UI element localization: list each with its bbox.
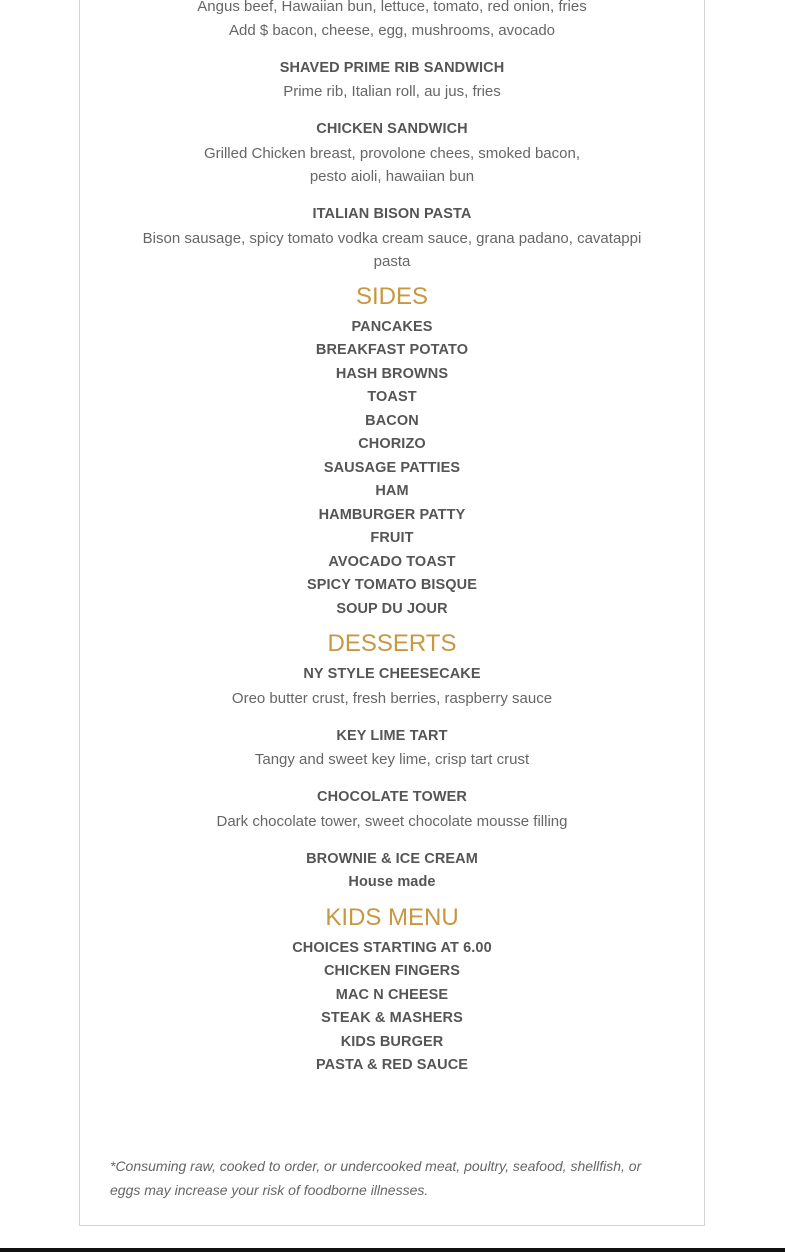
item-name: NY STYLE CHEESECAKE xyxy=(303,666,481,682)
item-description: House made xyxy=(348,874,436,890)
list-item: BREAKFAST POTATO xyxy=(315,342,469,358)
item-description: Bison sausage, spicy tomato vodka cream sauce, grana padano, cavatappi xyxy=(142,229,642,247)
item-description: Add $ bacon, cheese, egg, mushrooms, avocado xyxy=(228,21,556,39)
list-item: HASH BROWNS xyxy=(335,365,449,382)
menu-item-brownie xyxy=(80,848,704,895)
menu-item-bison-pasta xyxy=(80,203,704,274)
item-description: pasta xyxy=(373,253,411,270)
list-item: SPICY TOMATO BISQUE xyxy=(306,577,478,593)
list-item: HAM xyxy=(375,483,409,499)
list-item: TOAST xyxy=(367,389,417,405)
section-title-desserts: DESSERTS xyxy=(327,630,457,657)
list-item: STEAK & MASHERS xyxy=(321,1010,463,1026)
item-description: Prime rib, Italian roll, au jus, fries xyxy=(283,83,501,100)
menu-content xyxy=(80,0,704,1078)
item-description: pesto aioli, hawaiian bun xyxy=(309,168,475,185)
footer-bar xyxy=(0,1248,785,1252)
menu-item-chocolate-tower xyxy=(80,786,704,833)
list-item: PASTA & RED SAUCE xyxy=(315,1057,469,1073)
menu-item-key-lime-tart xyxy=(80,725,704,772)
list-item: CHOICES STARTING AT 6.00 xyxy=(292,939,492,956)
food-safety-notice: *Consuming raw, cooked to order, or undercooked meat, poultry, seafood, shellfish, or eggs may increase your risk of foodborne illnesses. xyxy=(110,1158,642,1198)
item-name: CHOCOLATE TOWER xyxy=(317,789,467,805)
list-item: SAUSAGE PATTIES xyxy=(323,459,461,476)
menu-item-burger-continued xyxy=(80,0,704,42)
item-description: Oreo butter crust, fresh berries, raspberry sauce xyxy=(231,689,553,707)
item-name: SHAVED PRIME RIB SANDWICH xyxy=(279,59,505,76)
item-description: Angus beef, Hawaiian bun, lettuce, tomato, red onion, fries xyxy=(197,0,587,15)
item-description: Dark chocolate tower, sweet chocolate mousse filling xyxy=(216,812,568,830)
kids-list xyxy=(80,937,704,1078)
item-name: KEY LIME TART xyxy=(336,727,448,744)
menu-item-prime-rib xyxy=(80,57,704,104)
menu-item-chicken-sandwich xyxy=(80,118,704,189)
list-item: FRUIT xyxy=(370,530,414,546)
list-item: BACON xyxy=(365,412,419,429)
menu-item-cheesecake xyxy=(80,663,704,710)
item-description: Grilled Chicken breast, provolone chees, smoked bacon, xyxy=(203,144,581,162)
list-item: PANCAKES xyxy=(351,318,433,335)
section-title-sides: SIDES xyxy=(355,282,429,310)
menu-card xyxy=(79,0,705,1226)
section-title-kids-menu: KIDS MENU xyxy=(325,903,459,931)
list-item: MAC N CHEESE xyxy=(335,986,449,1003)
item-name: ITALIAN BISON PASTA xyxy=(312,206,472,222)
item-name: CHICKEN SANDWICH xyxy=(316,121,468,137)
list-item: CHICKEN FINGERS xyxy=(323,963,461,979)
item-description: Tangy and sweet key lime, crisp tart crust xyxy=(254,751,530,768)
list-item: KIDS BURGER xyxy=(340,1033,444,1050)
list-item: HAMBURGER PATTY xyxy=(318,506,466,523)
sides-list xyxy=(80,316,704,622)
list-item: SOUP DU JOUR xyxy=(336,600,448,617)
item-name: BROWNIE & ICE CREAM xyxy=(306,850,478,867)
list-item: AVOCADO TOAST xyxy=(328,553,456,570)
list-item: CHORIZO xyxy=(358,436,426,452)
